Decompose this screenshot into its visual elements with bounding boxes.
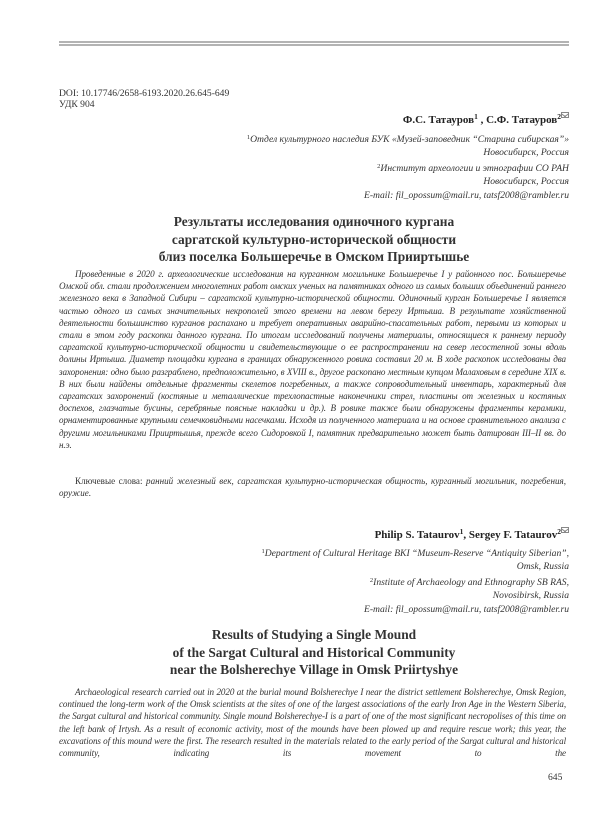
author-name: Ф.С. Татауров [402, 114, 475, 126]
author-sup: 2 [557, 527, 561, 536]
title-line: Результаты исследования одиночного кургана [173, 214, 455, 229]
title-line: саргатской культурно-исторической общности [171, 231, 457, 247]
affiliation-line: Novosibirsk, Russia [492, 590, 569, 602]
title-line: near the Bolsherechye Village in Omsk Priirtyshye [169, 662, 459, 677]
article-meta [59, 88, 229, 110]
title-line: of the Sargat Cultural and Historical Community [172, 644, 456, 660]
affiliations-en [261, 545, 569, 616]
affiliation-line: Новосибирск, Россия [483, 147, 569, 159]
title-line: Results of Studying a Single Mound [211, 627, 417, 642]
affiliations-ru [247, 131, 569, 202]
affiliation-line: $^2$Институт археологии и этнографии СО РАН [377, 162, 569, 174]
affiliation-line: $^1$Department of Cultural Heritage BKI “Museum-Reserve “Antiquity Siberian”, [261, 548, 569, 559]
page-number: 645 [548, 772, 563, 783]
title-line: близ поселка Большеречье в Омском Прииртышье [158, 249, 470, 264]
keywords-ru [59, 475, 566, 499]
author-sup: 1 [474, 112, 478, 121]
keywords-label: Ключевые слова: [75, 476, 143, 486]
authors-en [375, 527, 569, 541]
author-name: Philip S. Tataurov [374, 529, 460, 541]
abstract-en: Archaeological research carried out in 2020 at the burial mound Bolsherechye I near the district settlement Bolsherechye, Omsk Region, continued the long-term work of the Omsk scientists at the sites of one of the largest associations of the early Iron Age in the Western Siberia, the Sargat cultural and historical community. Single mound Bolsherechye-I is a part of one of the most significant necropolises of this time on the left bank of Irtysh. As a result of economic activity, most of the mounds have been plowed up and require rescue work; this year, the excavations of this mound were the first. The research resulted in the materials related to the early period of the Sargat cultural and historical community, indicating its movement to the [59, 687, 566, 759]
email-line: E-mail: fil_opossum@mail.ru, tatsf2008@rambler.ru [363, 189, 569, 201]
email-line: E-mail: fil_opossum@mail.ru, tatsf2008@rambler.ru [363, 603, 569, 615]
doi: DOI: 10.17746/2658-6193.2020.26.645-649 [59, 88, 230, 99]
affiliation-line: Omsk, Russia [516, 561, 569, 573]
udk: УДК 904 [59, 99, 95, 110]
envelope-icon [561, 112, 569, 118]
author-sup: 1 [459, 527, 464, 536]
author-separator: , [463, 529, 469, 541]
abstract-ru: Проведенные в 2020 г. археологические исследования на курганном могильнике Большеречье I у районного пос. Большеречье Омской обл. стали продолжением многолетних работ омских ученых на памятниках одного из самых больших объединений раннего железного века в Западной Сибири – саргатской культурно-исторической общности. Одиночный курган Большеречье I является частью одного из самых значительных некрополей этого времени на левом берегу Иртыша. В результате хозяйственной деятельности большинство курганов распахано и требует оперативных аварийно-спасательных работ, первыми из которых и стали в этом году раскопки данного кургана. По итогам исследований получены материалы, относящиеся к раннему периоду саргатской культурно-исторической общности и свидетельствующие о ее распространении на север лесостепной зоны вдоль долины Иртыша. Диаметр площадки кургана в границах обнаруженного ровика составил 20 м. В ходе раскопок исследованы два захоронения: одно было разграблено, предположительно, в XVIII в., другое раскопано местным купцом Малаховым в середине XIX в. В них были найдены отдельные фрагменты скелетов погребенных, а также сопроводительный инвентарь, характерный для саргатских захоронений (костяные и металлические трехлопастные наконечники стрел, пластины от железных и костяных доспехов, глазчатые бусины, серебряные поясные накладки и др.). В ровике также были обнаружены фрагменты керамики, орнаментированные крупными семечковидными насечками. Исходя из полученного материала и на основе сравнительного анализа с другими могильниками Прииртышья, прежде всего Сидоровкой I, памятник предварительно может быть датирован III–II вв. до н.э. [59, 269, 566, 450]
keywords-values: ранний железный век, саргатская культурно-историческая общность, курганный могильник, погребения, оружие. [59, 476, 567, 499]
header-rule [59, 41, 569, 46]
affiliation-line: $^2$Institute of Archaeology and Ethnography SB RAS, [369, 576, 569, 588]
envelope-icon [561, 527, 569, 533]
author-separator: , [477, 114, 487, 126]
title-en [59, 626, 569, 679]
author-name: Sergey F. Tataurov [468, 529, 558, 541]
title-ru [59, 213, 569, 266]
authors-ru [403, 112, 569, 126]
affiliation-line: Новосибирск, Россия [483, 176, 569, 188]
affiliation-line: $^1$Отдел культурного наследия БУК «Музей-заповедник “Старина сибирская”» [246, 134, 569, 145]
author-name: С.Ф. Татауров [486, 114, 558, 126]
author-sup: 2 [557, 112, 561, 121]
